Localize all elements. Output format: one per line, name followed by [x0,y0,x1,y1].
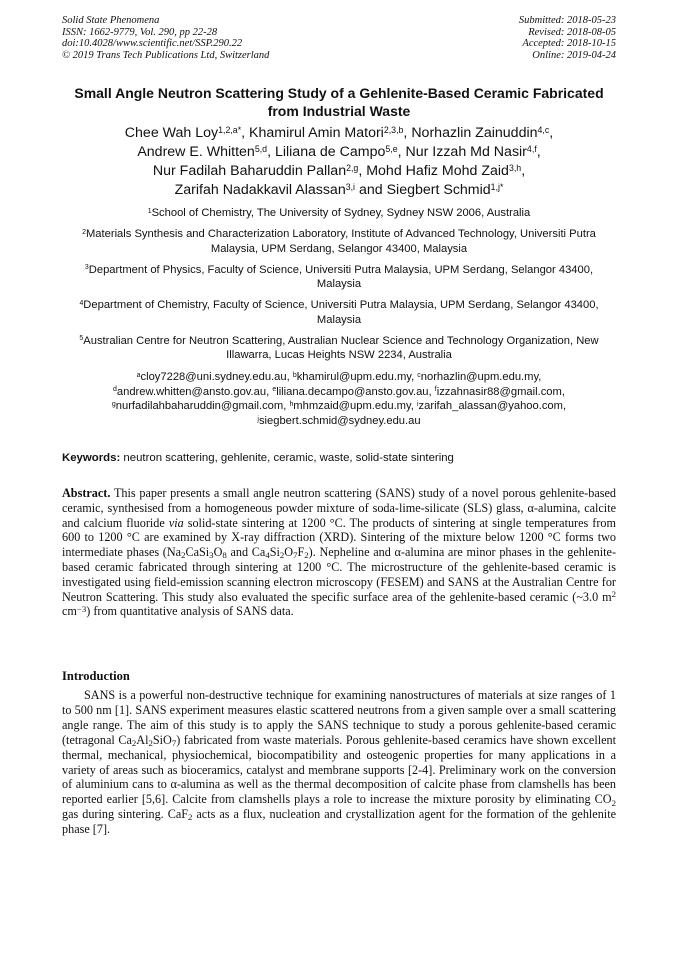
email[interactable]: $^a$cloy7228@uni.sydney.edu.au, [136,371,293,383]
email-list [62,370,616,428]
author-list [62,124,616,200]
keywords [62,451,616,465]
keywords-label: Keywords: [62,452,121,464]
section-heading-introduction: Introduction [62,669,130,683]
online-date: Online: 2019-04-24 [532,49,616,61]
author: Khamirul Amin Matori$^{2,3,b}$, [249,125,412,141]
copyright-line: © 2019 Trans Tech Publications Ltd, Switzerland [62,49,270,61]
affiliations [62,206,616,369]
email[interactable]: $^e$liliana.decampo@ansto.gov.au, [272,385,435,398]
email[interactable]: $^i$zarifah_alassan@yahoo.com, [416,400,567,413]
journal-header-right [519,15,616,61]
author: Mohd Hafiz Mohd Zaid$^{3,h}$, [366,163,526,179]
journal-name: Solid State Phenomena [62,15,160,26]
author: Chee Wah Loy$^{1,2,a*}$, [124,125,250,141]
affiliation: $^2$Materials Synthesis and Characterization Laboratory, Institute of Advanced Technology, Universiti Putra Malaysia, UPM Serdang, Selangor 43400, Malaysia [82,228,596,255]
affiliation: $^4$Department of Chemistry, Faculty of Science, Universiti Putra Malaysia, UPM Serdang, Selangor 43400, Malaysia [79,299,599,326]
keywords-text: neutron scattering, gehlenite, ceramic, waste, solid-state sintering [120,452,454,464]
author: Siegbert Schmid$^{1,j*}$ [386,182,504,198]
author: Andrew E. Whitten$^{5,d}$, [137,144,275,160]
affiliation: $^5$Australian Centre for Neutron Scattering, Australian Nuclear Science and Technology Organization, New Illawarra, Lucas Heights NSW 2234, Australia [79,334,599,361]
submitted-date: Submitted: 2018-05-23 [518,15,616,26]
abstract: Abstract. This paper presents a small angle neutron scattering (SANS) study of a novel porous gehlenite-based ceramic, synthesised from a homogeneous powder mixture of soda-lime-silicate (SLS) glass, α-alumina, calcite and calcium fluoride via solid-state sintering at 1200 °C. The products of sintering at single temperatures from 600 to 1200 °C are examined by X-ray diffraction (XRD). Sintering of the mixture below 1200 °C forms two intermediate phases ($Na_2CaSi_3O_8$ and $Ca_4Si_2O_7F_2$). Nepheline and α-alumina are minor phases in the gehlenite-based ceramic fabricated through sintering at 1200 °C. The microstructure of the gehlenite-based ceramic is investigated using field-emission scanning electron microscopy (FESEM) and SANS at the Australian Centre for Neutron Scattering. This study also evaluated the specific surface area of the gehlenite-based ceramic (~3.0 $m^2$ $cm^{-3}$) from quantitative analysis of SANS data. [62,486,617,619]
abstract-label: Abstract. [62,486,111,500]
email[interactable]: $^f$izzahnasir88@gmail.com, [434,385,565,398]
email[interactable]: $^b$khamirul@upm.edu.my, [292,371,418,383]
author: Liliana de Campo$^{5,e}$, [274,144,406,160]
revised-date: Revised: 2018-08-05 [528,26,616,38]
author: Norhazlin Zainuddin$^{4,c}$, [411,125,554,141]
author: Zarifah Nadakkavil Alassan$^{3,i}$ and [174,182,387,198]
accepted-date: Accepted: 2018-10-15 [522,38,616,49]
issn-line: ISSN: 1662-9779, Vol. 290, pp 22-28 [62,26,218,38]
email[interactable]: $^c$norhazlin@upm.edu.my, [417,371,542,383]
email[interactable]: $^d$andrew.whitten@ansto.gov.au, [113,385,273,398]
email[interactable]: $^j$siegbert.schmid@sydney.edu.au [257,414,421,427]
affiliation: $^1$School of Chemistry, The University of Sydney, Sydney NSW 2006, Australia [147,207,531,219]
author: Nur Fadilah Baharuddin Pallan$^{2,g}$, [152,163,367,179]
email[interactable]: $^h$mhmzaid@upm.edu.my, [289,400,417,413]
doi-line: doi:10.4028/www.scientific.net/SSP.290.22 [62,38,243,49]
email[interactable]: $^g$nurfadilahbaharuddin@gmail.com, [111,400,290,413]
affiliation: $^3$Department of Physics, Faculty of Science, Universiti Putra Malaysia, UPM Serdang, Selangor 43400, Malaysia [84,263,594,290]
paper-title: Small Angle Neutron Scattering Study of a Gehlenite-Based Ceramic Fabricated from Industrial Waste [74,85,604,119]
journal-header-left [62,15,269,61]
author: Nur Izzah Md Nasir$^{4,f}$, [405,144,541,160]
introduction-paragraph: SANS is a powerful non-destructive technique for examining nanostructures of materials at size ranges of 1 to 500 nm [1]. SANS experiment measures elastic scattered neutrons from a given sample over a small scattering angle range. The aim of this study is to apply the SANS technique to study a porous gehlenite-based ceramic (tetragonal $Ca_2Al_2SiO_7$) fabricated from waste materials. Porous gehlenite-based ceramics have shown excellent thermal, mechanical, physiochemical, biocompatibility and osteogenic properties for many applications in a variety of areas such as bioceramics, catalyst and membrane supports [2-4]. Preliminary work on the conversion of aluminium cans to α-alumina as well as the thermal decomposition of calcite phase from clamshells has been reported earlier [5,6]. Calcite from clamshells plays a role to increase the mixture porosity by eliminating $CO_2$ gas during sintering. CaF$_2$ acts as a flux, nucleation and crystallization agent for the formation of the gehlenite phase [7]. [62,688,616,837]
